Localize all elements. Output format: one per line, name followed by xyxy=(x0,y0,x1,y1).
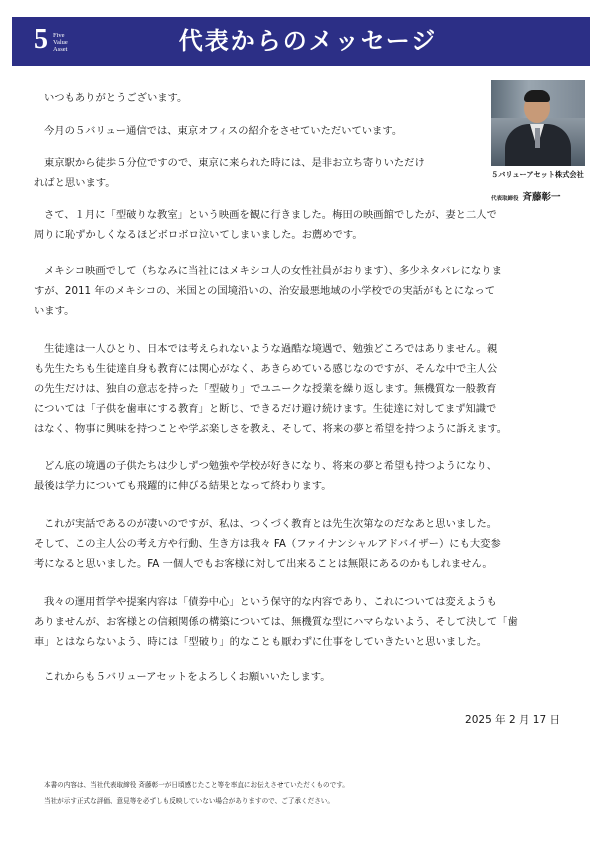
disclaimer-line: 本書の内容は、当社代表取締役 斉藤彰一が日頃感じたこと等を率直にお伝えさせていただくものです。 xyxy=(44,781,349,789)
page-title: 代表からのメッセージ xyxy=(178,27,438,55)
paragraph-line: ればと思います。 xyxy=(34,177,116,189)
paragraph xyxy=(34,514,560,574)
paragraph xyxy=(44,667,570,687)
paragraph-line: も先生たちも生徒達自身も教育には関心がなく、あきらめている感じなのですが、そんな中で主人公 xyxy=(34,363,498,375)
paragraph-line: そして、この主人公の考え方や行動、生き方は我々 FA（ファイナンシャルアドバイザー）にも大変参 xyxy=(34,538,501,550)
company-name: ５バリューアセット株式会社 xyxy=(491,170,584,179)
representative xyxy=(491,185,591,204)
paragraph-line: 最後は学力についても飛躍的に伸びる結果となって終わります。 xyxy=(34,480,332,492)
representative-name: 斉藤彰一 xyxy=(522,192,561,203)
paragraph-line: メキシコ映画でして（ちなみに当社にはメキシコ人の女性社員がおります）、多少ネタバレになりま xyxy=(44,265,502,277)
paragraph xyxy=(34,205,560,245)
paragraph xyxy=(34,592,560,652)
page-header xyxy=(12,17,590,66)
paragraph xyxy=(34,456,560,496)
paragraph-line: については「子供を歯車にする教育」と断じ、できるだけ避け続けます。生徒達に対してまず知識で xyxy=(34,403,497,415)
paragraph-line: 我々の運用哲学や提案内容は「債券中心」という保守的な内容であり、これについては変えようも xyxy=(44,596,497,608)
paragraph-line: 生徒達は一人ひとり、日本では考えられないような過酷な境遇で、勉強どころではありません。親 xyxy=(44,343,498,355)
paragraph-line: 考になると思いました。FA 一個人でもお客様に対して出来ることは無限にあるのかもしれません。 xyxy=(34,558,493,570)
paragraph-line: いつもありがとうございます。 xyxy=(44,92,188,104)
paragraph-line: の先生だけは、独自の意志を持った「型破り」でユニークな授業を繰り返します。無機質な一般教育 xyxy=(34,383,497,395)
paragraph-line: はなく、物事に興味を持つことや学ぶ楽しさを教え、そして、将来の夢と希望を持つように訴えます。 xyxy=(34,423,508,435)
paragraph-line: 車」とはならないよう、時には「型破り」的なことも厭わずに仕事をしていきたいと思いました。 xyxy=(34,636,488,648)
paragraph-line: どん底の境遇の子供たちは少しずつ勉強や学校が好きになり、将来の夢と希望も持つようになり、 xyxy=(44,460,498,472)
paragraph-line: これからも５バリューアセットをよろしくお願いいたします。 xyxy=(44,671,331,683)
paragraph-line: すが、2011 年のメキシコの、米国との国境沿いの、治安最悪地域の小学校での実話がもとになって xyxy=(34,285,496,297)
paragraph xyxy=(44,88,570,108)
paragraph xyxy=(34,153,484,193)
paragraph xyxy=(44,121,484,141)
paragraph xyxy=(34,339,560,439)
paragraph-line: 今月の５バリュー通信では、東京オフィスの紹介をさせていただいています。 xyxy=(44,125,403,137)
paragraph-line: います。 xyxy=(34,305,75,317)
paragraph-line: 周りに恥ずかしくなるほどボロボロ泣いてしまいました。お薦めです。 xyxy=(34,229,363,241)
representative-title: 代表取締役 xyxy=(491,196,519,202)
paragraph-line: 東京駅から徒歩５分位ですので、東京に来られた時には、是非お立ち寄りいただけ xyxy=(44,157,425,169)
letter-date: 2025 年 2 月 17 日 xyxy=(465,714,560,726)
logo-number: 5 xyxy=(34,24,48,55)
paragraph-line: さて、１月に「型破りな教室」という映画を観に行きました。梅田の映画館でしたが、妻と二人で xyxy=(44,209,497,221)
paragraph-line: これが実話であるのが凄いのですが、私は、つくづく教育とは先生次第なのだなあと思いました。 xyxy=(44,518,498,530)
disclaimer-line: 当社が示す正式な評価、意見等を必ずしも反映していない場合がありますので、ご了承ください。 xyxy=(44,797,334,805)
disclaimer xyxy=(44,780,564,806)
paragraph-line: ありませんが、お客様との信頼関係の構築については、無機質な型にハマらないよう、そして決して「歯 xyxy=(34,616,518,628)
paragraph xyxy=(34,261,560,321)
logo-text: Five Value Asset xyxy=(53,32,68,53)
